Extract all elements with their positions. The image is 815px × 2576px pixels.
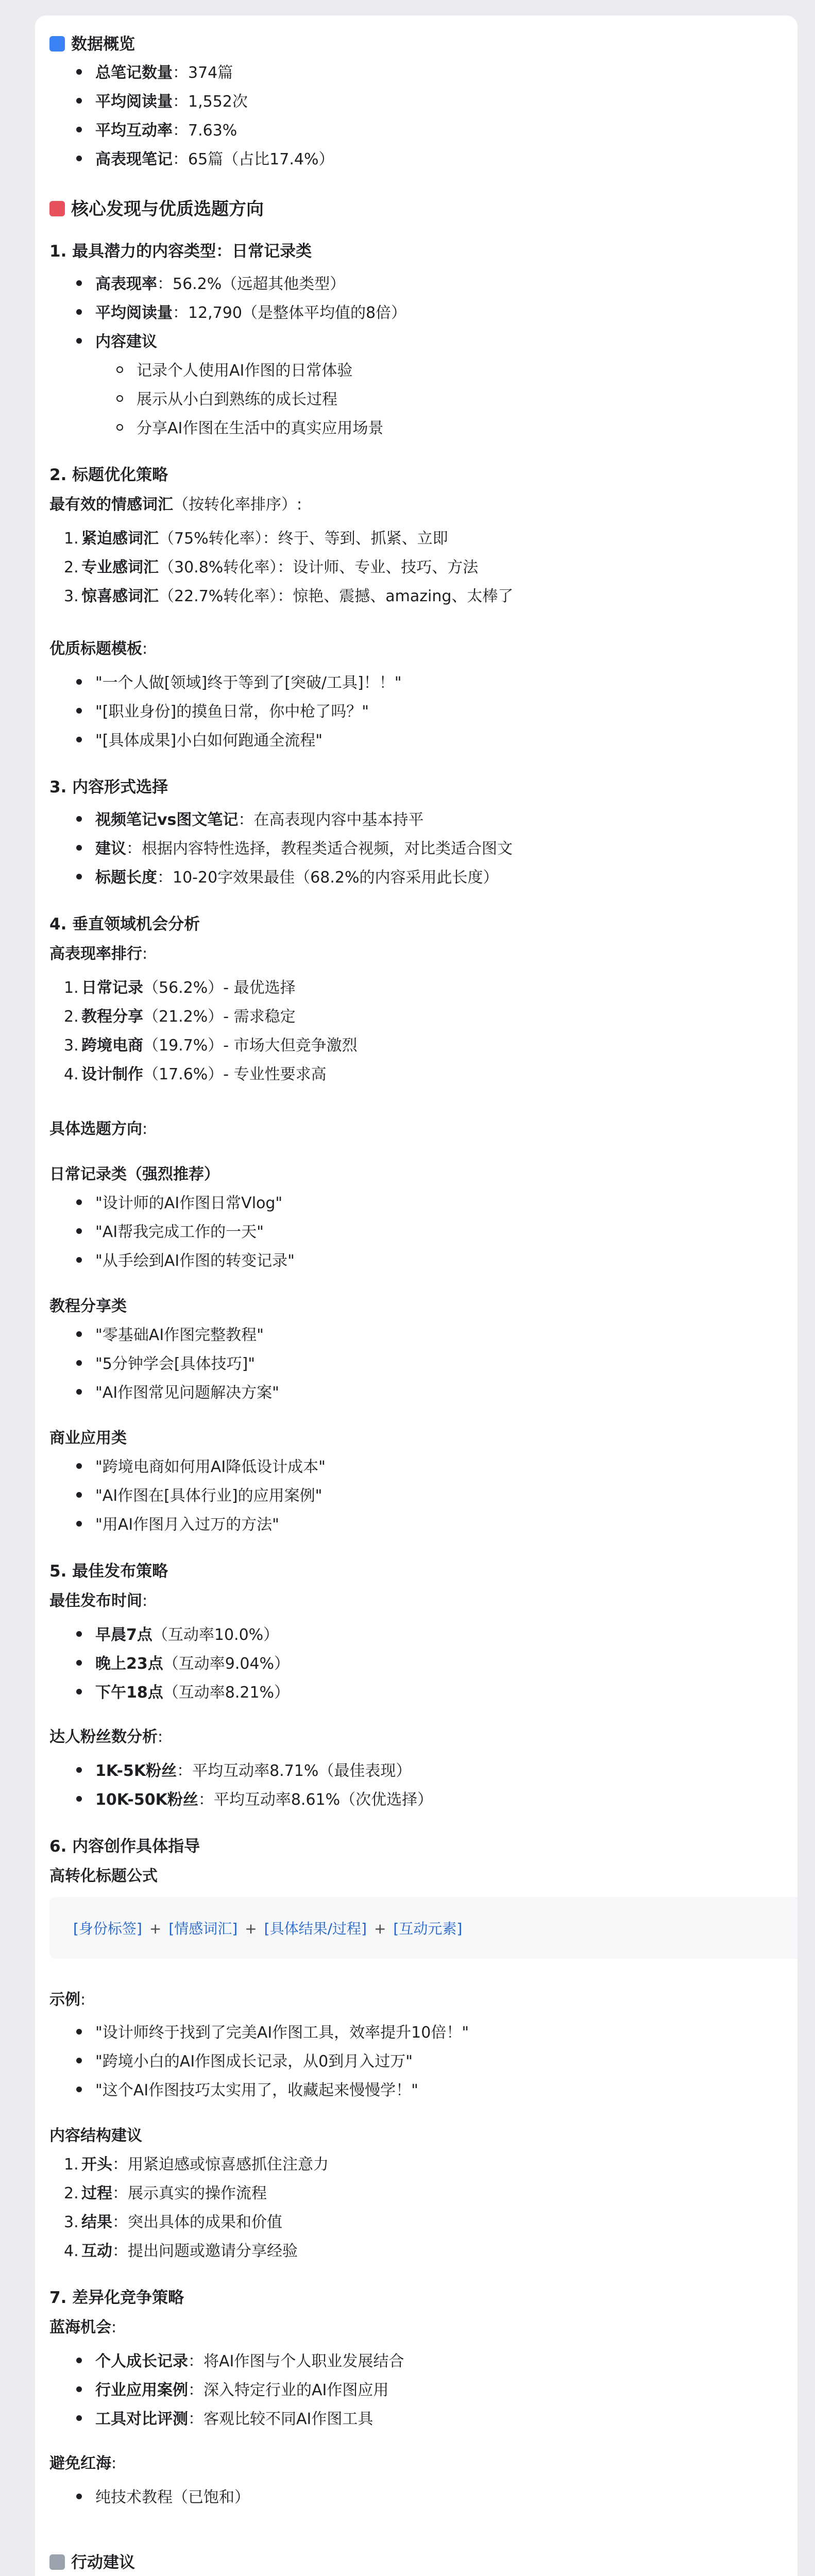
- punctuation: :: [158, 1728, 163, 1746]
- bullet-icon: [76, 2494, 82, 2499]
- bullet-icon: [76, 874, 82, 879]
- tutorial-item-value: "零基础AI作图完整教程": [95, 1326, 264, 1344]
- s3-item-value: 10-20字效果最佳（68.2%的内容采用此长度）: [173, 869, 499, 887]
- formula-plus: +: [373, 1920, 386, 1937]
- overview-item: [76, 121, 237, 141]
- bullet-icon: [76, 1389, 82, 1395]
- overview-item-label: 平均互动率: [95, 122, 173, 140]
- s3-item-value: 在高表现内容中基本持平: [253, 811, 424, 829]
- emotion-item: [64, 529, 448, 549]
- bullet-icon: [76, 1796, 82, 1802]
- bullet-icon: [76, 1631, 82, 1637]
- structure-item: [64, 2212, 282, 2233]
- emotion-item: [64, 586, 513, 607]
- s3-item: [76, 868, 498, 888]
- rank-item-number: 4.: [64, 1065, 79, 1083]
- punctuation: :: [142, 1592, 148, 1610]
- bullet-icon: [76, 2058, 82, 2063]
- s1-sub-item: [116, 361, 352, 381]
- bullet-icon: [76, 1660, 82, 1666]
- rank-heading: [49, 944, 147, 964]
- template-heading-text: 优质标题模板: [49, 640, 142, 658]
- punctuation: ：: [173, 122, 188, 140]
- core-heading: [49, 199, 264, 219]
- emotion-item: [64, 557, 478, 578]
- s1-sub-item-value: 记录个人使用AI作图的日常体验: [137, 362, 353, 380]
- rank-item-value: （17.6%）- 专业性要求高: [143, 1065, 327, 1083]
- formula-code-block: [49, 1897, 797, 1959]
- formula-plus: +: [149, 1920, 162, 1937]
- template-item: [76, 673, 402, 693]
- rank-item-number: 1.: [64, 979, 79, 997]
- time-item-value: （互动率8.21%）: [163, 1684, 290, 1702]
- rank-item: [64, 1064, 327, 1085]
- rank-item-value: （21.2%）- 需求稳定: [143, 1008, 296, 1026]
- bullet-icon: [76, 845, 82, 851]
- tutorial-heading-text: 教程分享类: [49, 1297, 127, 1315]
- tutorial-item-value: "5分钟学会[具体技巧]": [95, 1355, 256, 1373]
- bullet-icon: [76, 156, 82, 161]
- bullet-icon: [76, 2386, 82, 2392]
- punctuation: ：: [188, 2352, 203, 2370]
- overview-item: [76, 149, 334, 170]
- bullet-icon: [76, 1463, 82, 1469]
- s5-heading-text: 5. 最佳发布策略: [49, 1562, 168, 1581]
- structure-item-number: 2.: [64, 2184, 79, 2202]
- daily-heading-text: 日常记录类（强烈推荐）: [49, 1165, 219, 1183]
- punctuation: :: [111, 2318, 117, 2336]
- bullet-icon: [76, 98, 82, 104]
- rank-item-label: 教程分享: [81, 1008, 143, 1026]
- red-item: [76, 2487, 250, 2508]
- blue-heading: [49, 2317, 116, 2338]
- daily-item: [76, 1193, 282, 1214]
- bullet-icon: [76, 1521, 82, 1527]
- bullet-icon: [116, 424, 123, 431]
- rank-item: [64, 1036, 358, 1056]
- time-item-value: （互动率10.0%）: [152, 1626, 279, 1644]
- s3-item-value: 根据内容特性选择，教程类适合视频，对比类适合图文: [142, 840, 513, 858]
- bullet-icon: [76, 2358, 82, 2363]
- emotion-item-value: （30.8%转化率）：设计师、专业、技巧、方法: [159, 558, 479, 577]
- core-heading-icon: [49, 201, 65, 216]
- daily-item: [76, 1222, 264, 1243]
- bullet-icon: [76, 1360, 82, 1366]
- fans-item: [76, 1761, 411, 1782]
- s1-item: [76, 303, 406, 324]
- overview-heading: [49, 34, 135, 55]
- time-item-value: （互动率9.04%）: [163, 1655, 290, 1673]
- overview-item-label: 平均阅读量: [95, 93, 173, 111]
- template-item-value: "[具体成果]小白如何跑通全流程": [95, 732, 323, 750]
- daily-item-value: "AI帮我完成工作的一天": [95, 1223, 264, 1241]
- punctuation: ：: [112, 2156, 128, 2174]
- s3-item-label: 标题长度: [95, 869, 157, 887]
- s3-heading: [49, 777, 168, 798]
- structure-item-number: 3.: [64, 2213, 79, 2231]
- time-heading-text: 最佳发布时间: [49, 1592, 142, 1610]
- punctuation: ：: [112, 2213, 128, 2231]
- tutorial-item: [76, 1354, 255, 1375]
- emotion-item-label: 专业感词汇: [81, 558, 159, 577]
- daily-item-value: "从手绘到AI作图的转变记录": [95, 1252, 295, 1270]
- rank-heading-text: 高表现率排行: [49, 945, 142, 963]
- s1-item: [76, 274, 345, 295]
- formula-token: [具体结果/过程]: [264, 1920, 367, 1937]
- bullet-icon: [76, 2029, 82, 2035]
- fans-item-label: 10K-50K粉丝: [95, 1791, 198, 1809]
- business-item: [76, 1515, 279, 1535]
- emotion-heading-text: 最有效的情感词汇: [49, 496, 173, 514]
- bullet-icon: [76, 309, 82, 315]
- examples-heading: [49, 1990, 86, 2010]
- rank-item-value: （19.7%）- 市场大但竞争激烈: [143, 1037, 358, 1055]
- chat-message-card: [35, 15, 797, 2576]
- formula-token: [身份标签]: [73, 1920, 142, 1937]
- bullet-icon: [116, 395, 123, 402]
- blue-item: [76, 2409, 373, 2430]
- bullet-icon: [76, 1689, 82, 1694]
- bullet-icon: [76, 69, 82, 75]
- bullet-icon: [76, 1331, 82, 1337]
- structure-heading: [49, 2126, 142, 2146]
- blue-item-value: 将AI作图与个人职业发展结合: [203, 2352, 404, 2370]
- rank-item-number: 3.: [64, 1037, 79, 1055]
- time-item: [76, 1654, 290, 1674]
- business-item-value: "用AI作图月入过万的方法": [95, 1516, 279, 1534]
- s1-sub-item-value: 展示从小白到熟练的成长过程: [137, 391, 337, 409]
- template-item-value: "[职业身份]的摸鱼日常，你中枪了吗？": [95, 703, 369, 721]
- punctuation: ：: [112, 2184, 128, 2202]
- blue-item-value: 深入特定行业的AI作图应用: [203, 2381, 389, 2399]
- punctuation: ：: [177, 1762, 193, 1780]
- topic-heading: [49, 1119, 147, 1140]
- daily-item: [76, 1251, 295, 1272]
- time-item-label: 早晨7点: [95, 1626, 152, 1644]
- example-item: [76, 2080, 418, 2101]
- blue-item-value: 客观比较不同AI作图工具: [203, 2410, 373, 2428]
- s1-heading-text: 1. 最具潜力的内容类型：日常记录类: [49, 242, 312, 261]
- time-item: [76, 1625, 279, 1646]
- examples-heading-text: 示例: [49, 1991, 80, 2009]
- rank-item-label: 跨境电商: [81, 1037, 143, 1055]
- bullet-icon: [76, 708, 82, 714]
- punctuation: ：: [188, 2381, 203, 2399]
- punctuation: :: [80, 1991, 86, 2009]
- blue-item: [76, 2351, 404, 2372]
- rank-item: [64, 1007, 296, 1027]
- bullet-icon: [76, 1199, 82, 1205]
- formula-token: [互动元素]: [393, 1920, 463, 1937]
- action-heading-text: 行动建议: [71, 2553, 135, 2572]
- structure-item-number: 4.: [64, 2242, 79, 2260]
- business-heading-text: 商业应用类: [49, 1429, 127, 1447]
- business-item: [76, 1486, 322, 1506]
- rank-item: [64, 978, 296, 998]
- example-item-value: "设计师终于找到了完美AI作图工具，效率提升10倍！": [95, 2024, 469, 2042]
- bullet-icon: [76, 280, 82, 286]
- time-heading: [49, 1591, 147, 1612]
- formula-text: [73, 1918, 462, 1938]
- s1-item-label: 平均阅读量: [95, 304, 173, 322]
- punctuation: ：: [157, 869, 173, 887]
- structure-item-value: 提出问题或邀请分享经验: [128, 2242, 298, 2260]
- daily-heading: [49, 1164, 219, 1185]
- punctuation: :: [142, 1120, 148, 1138]
- fans-item-value: 平均互动率8.61%（次优选择）: [213, 1791, 433, 1809]
- punctuation: ：: [173, 64, 188, 82]
- tutorial-item-value: "AI作图常见问题解决方案": [95, 1384, 279, 1402]
- s1-item: [76, 332, 157, 352]
- punctuation: ：: [198, 1791, 214, 1809]
- red-heading-text: 避免红海: [49, 2454, 111, 2472]
- overview-item-value: 7.63%: [188, 122, 237, 140]
- s4-heading: [49, 914, 200, 935]
- s3-item-label: 建议: [95, 840, 126, 858]
- structure-item-label: 结果: [81, 2213, 112, 2231]
- time-item-label: 晚上23点: [95, 1655, 163, 1673]
- s4-heading-text: 4. 垂直领域机会分析: [49, 915, 200, 934]
- red-heading: [49, 2453, 116, 2474]
- overview-item-value: 1,552次: [188, 93, 248, 111]
- formula-plus: +: [245, 1920, 257, 1937]
- overview-item-value: 374篇: [188, 64, 233, 82]
- structure-item-label: 开头: [81, 2156, 112, 2174]
- s7-heading: [49, 2287, 184, 2308]
- s1-sub-item-value: 分享AI作图在生活中的真实应用场景: [137, 419, 384, 437]
- overview-item-label: 总笔记数量: [95, 64, 173, 82]
- s1-item-value: 56.2%（远超其他类型）: [173, 275, 346, 293]
- s1-item-value: 12,790（是整体平均值的8倍）: [188, 304, 407, 322]
- example-item: [76, 2023, 469, 2043]
- structure-item: [64, 2241, 298, 2262]
- blue-item-label: 工具对比评测: [95, 2410, 188, 2428]
- s7-heading-text: 7. 差异化竞争策略: [49, 2289, 184, 2307]
- formula-token: [情感词汇]: [168, 1920, 238, 1937]
- red-item-value: 纯技术教程（已饱和）: [95, 2488, 250, 2506]
- punctuation: ：: [157, 275, 173, 293]
- fans-heading-text: 达人粉丝数分析: [49, 1728, 158, 1746]
- fans-item: [76, 1790, 433, 1810]
- rank-item-number: 2.: [64, 1008, 79, 1026]
- emotion-item-number: 2.: [64, 558, 79, 577]
- template-item-value: "一个人做[领域]终于等到了[突破/工具]！！": [95, 674, 402, 692]
- business-heading: [49, 1428, 127, 1449]
- overview-item-label: 高表现笔记: [95, 150, 173, 168]
- template-item: [76, 702, 369, 722]
- punctuation: ：: [188, 2410, 203, 2428]
- template-item: [76, 731, 322, 751]
- punctuation: ：: [112, 2242, 128, 2260]
- punctuation: :: [142, 945, 148, 963]
- bullet-icon: [116, 366, 123, 373]
- blue-item-label: 行业应用案例: [95, 2381, 188, 2399]
- emotion-heading-note: （按转化率排序）:: [173, 496, 302, 514]
- business-item-value: "跨境电商如何用AI降低设计成本": [95, 1458, 326, 1476]
- s2-heading: [49, 465, 168, 485]
- overview-item-value: 65篇（占比17.4%）: [188, 150, 334, 168]
- overview-heading-text: 数据概览: [71, 35, 135, 54]
- formula-heading-text: 高转化标题公式: [49, 1867, 158, 1885]
- s5-heading: [49, 1561, 168, 1582]
- action-heading: [49, 2552, 135, 2573]
- structure-heading-text: 内容结构建议: [49, 2127, 142, 2145]
- bullet-icon: [76, 679, 82, 685]
- emotion-item-label: 惊喜感词汇: [81, 587, 159, 605]
- structure-item-label: 互动: [81, 2242, 112, 2260]
- structure-item-value: 展示真实的操作流程: [128, 2184, 267, 2202]
- emotion-heading: [49, 495, 302, 515]
- bullet-icon: [76, 1767, 82, 1773]
- fans-heading: [49, 1727, 163, 1748]
- formula-heading: [49, 1866, 158, 1887]
- template-heading: [49, 639, 147, 659]
- blue-item: [76, 2380, 388, 2401]
- punctuation: ：: [238, 811, 254, 829]
- time-item-label: 下午18点: [95, 1684, 163, 1702]
- s6-heading-text: 6. 内容创作具体指导: [49, 1837, 200, 1856]
- s1-item-label: 内容建议: [95, 333, 157, 351]
- s1-sub-item: [116, 418, 383, 439]
- emotion-item-label: 紧迫感词汇: [81, 530, 159, 548]
- structure-item-label: 过程: [81, 2184, 112, 2202]
- s1-item-label: 高表现率: [95, 275, 157, 293]
- s3-item-label: 视频笔记vs图文笔记: [95, 811, 239, 829]
- overview-item: [76, 92, 248, 112]
- bullet-icon: [76, 2087, 82, 2092]
- tutorial-heading: [49, 1296, 127, 1317]
- bullet-icon: [76, 2415, 82, 2421]
- action-heading-icon: [49, 2554, 65, 2570]
- punctuation: ：: [126, 840, 142, 858]
- bullet-icon: [76, 1257, 82, 1263]
- time-item: [76, 1683, 290, 1703]
- structure-item-value: 突出具体的成果和价值: [128, 2213, 282, 2231]
- s3-item: [76, 810, 423, 831]
- bullet-icon: [76, 1228, 82, 1234]
- example-item-value: "跨境小白的AI作图成长记录，从0到月入过万": [95, 2053, 413, 2071]
- tutorial-item: [76, 1325, 264, 1346]
- business-item: [76, 1457, 326, 1478]
- emotion-item-number: 3.: [64, 587, 79, 605]
- blue-item-label: 个人成长记录: [95, 2352, 188, 2370]
- bullet-icon: [76, 1492, 82, 1498]
- s2-heading-text: 2. 标题优化策略: [49, 466, 168, 484]
- rank-item-value: （56.2%）- 最优选择: [143, 979, 296, 997]
- bullet-icon: [76, 737, 82, 742]
- structure-item: [64, 2183, 267, 2204]
- fans-item-value: 平均互动率8.71%（最佳表现）: [192, 1762, 412, 1780]
- overview-item: [76, 63, 233, 83]
- blue-heading-text: 蓝海机会: [49, 2318, 111, 2336]
- tutorial-item: [76, 1383, 279, 1403]
- bullet-icon: [76, 816, 82, 822]
- bullet-icon: [76, 127, 82, 132]
- bullet-icon: [76, 338, 82, 344]
- example-item-value: "这个AI作图技巧太实用了，收藏起来慢慢学！": [95, 2081, 418, 2099]
- emotion-item-value: （22.7%转化率）：惊艳、震撼、amazing、太棒了: [159, 587, 514, 605]
- s3-heading-text: 3. 内容形式选择: [49, 778, 168, 796]
- structure-item-number: 1.: [64, 2156, 79, 2174]
- rank-item-label: 日常记录: [81, 979, 143, 997]
- rank-item-label: 设计制作: [81, 1065, 143, 1083]
- s1-sub-item: [116, 389, 337, 410]
- punctuation: ：: [173, 93, 188, 111]
- overview-heading-icon: [49, 36, 65, 52]
- daily-item-value: "设计师的AI作图日常Vlog": [95, 1194, 283, 1212]
- emotion-item-value: （75%转化率）：终于、等到、抓紧、立即: [159, 530, 448, 548]
- fans-item-label: 1K-5K粉丝: [95, 1762, 177, 1780]
- punctuation: ：: [173, 304, 188, 322]
- topic-heading-text: 具体选题方向: [49, 1120, 142, 1138]
- punctuation: :: [111, 2454, 117, 2472]
- s3-item: [76, 839, 513, 859]
- s1-heading: [49, 241, 312, 262]
- example-item: [76, 2052, 413, 2072]
- s6-heading: [49, 1836, 200, 1857]
- structure-item-value: 用紧迫感或惊喜感抓住注意力: [128, 2156, 329, 2174]
- core-heading-text: 核心发现与优质选题方向: [71, 199, 264, 219]
- emotion-item-number: 1.: [64, 530, 79, 548]
- punctuation: ：: [173, 150, 188, 168]
- business-item-value: "AI作图在[具体行业]的应用案例": [95, 1487, 322, 1505]
- punctuation: :: [142, 640, 148, 658]
- structure-item: [64, 2155, 329, 2175]
